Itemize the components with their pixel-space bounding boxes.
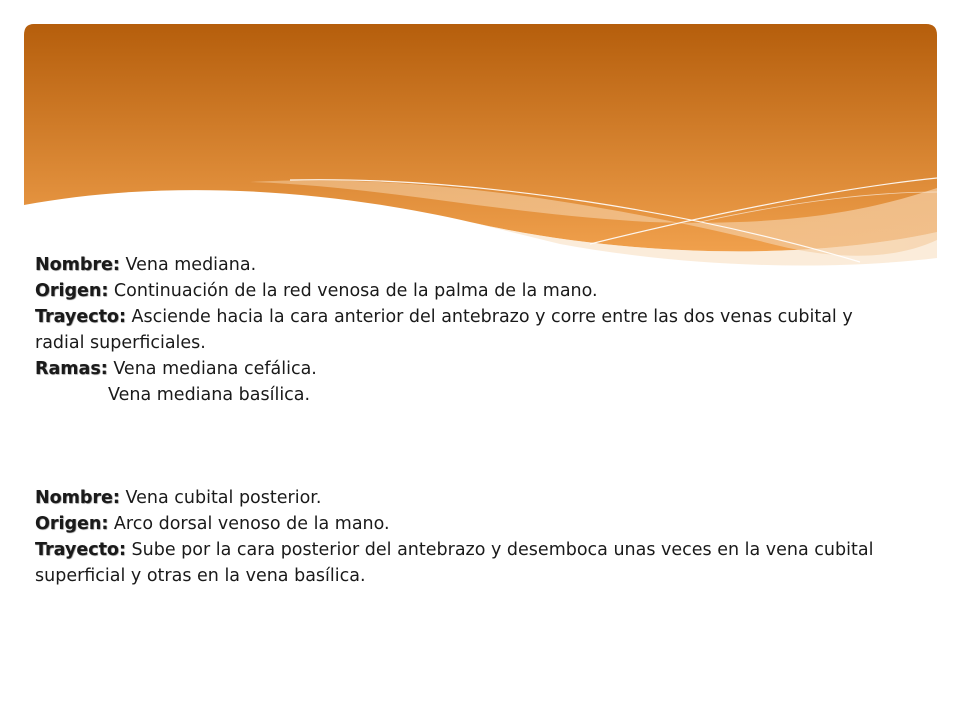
banner-shape [24, 24, 937, 251]
origen-line [35, 278, 905, 304]
vena-cubital-posterior-block [35, 485, 905, 589]
trayecto-value: Asciende hacia la cara anterior del antebrazo y corre entre las dos venas cubital y radial superficiales. [35, 307, 853, 353]
ramas-label: Ramas: [35, 359, 108, 379]
origen-line [35, 511, 905, 537]
ramas-value-2: Vena mediana basílica. [108, 385, 311, 405]
origen-value: Arco dorsal venoso de la mano. [108, 514, 390, 534]
trayecto-label: Trayecto: [35, 307, 126, 327]
origen-label: Origen: [35, 514, 109, 534]
ramas-line [35, 356, 905, 382]
nombre-line [35, 485, 905, 511]
nombre-value: Vena cubital posterior. [119, 488, 322, 508]
trayecto-value: Sube por la cara posterior del antebrazo y desemboca unas veces en la vena cubital superficial y otras en la vena basílica. [35, 540, 874, 586]
ramas-line-2 [35, 382, 905, 408]
trayecto-label: Trayecto: [35, 540, 126, 560]
origen-label: Origen: [35, 281, 109, 301]
nombre-line [35, 252, 905, 278]
trayecto-line [35, 304, 905, 356]
nombre-label: Nombre: [35, 488, 120, 508]
trayecto-line [35, 537, 905, 589]
vena-mediana-block [35, 252, 905, 408]
nombre-label: Nombre: [35, 255, 120, 275]
nombre-value: Vena mediana. [119, 255, 257, 275]
origen-value: Continuación de la red venosa de la palma de la mano. [108, 281, 598, 301]
ramas-value: Vena mediana cefálica. [107, 359, 317, 379]
